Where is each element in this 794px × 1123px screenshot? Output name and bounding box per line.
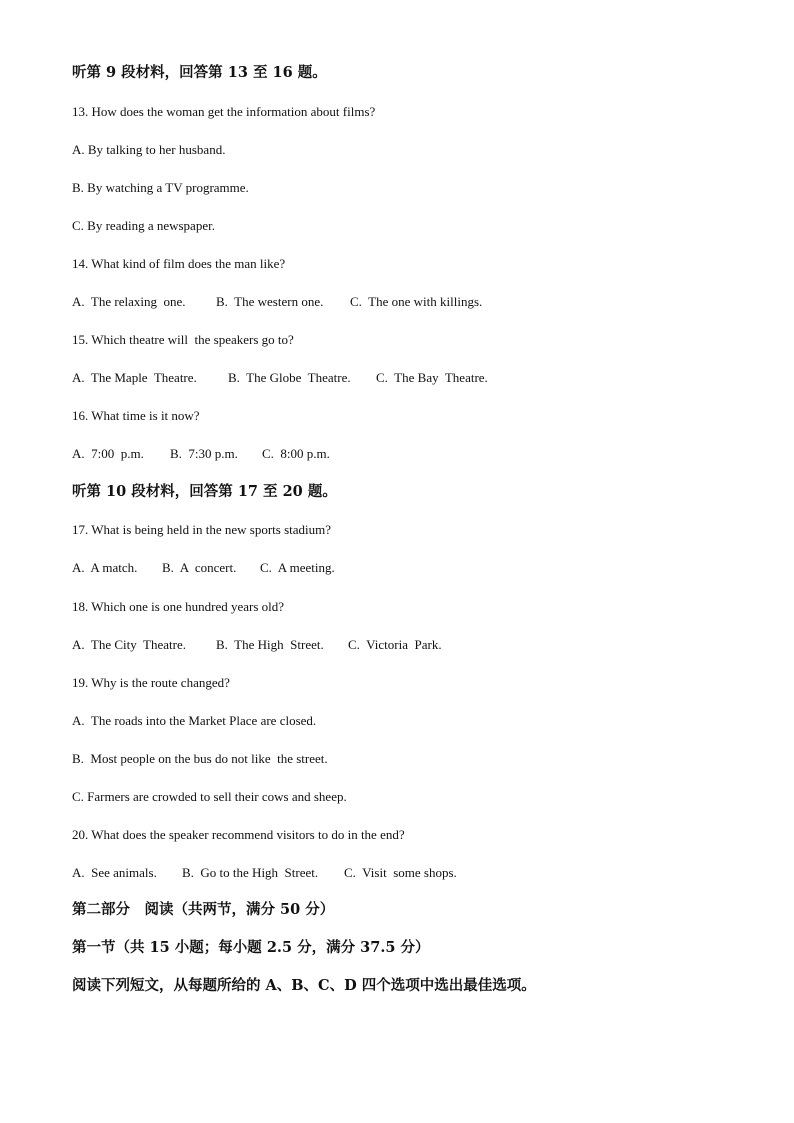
q17-question: 17. What is being held in the new sports stadium? <box>72 522 331 537</box>
q13-option-c: C. By reading a newspaper. <box>72 218 215 233</box>
q19-option-b: B. Most people on the bus do not like the street. <box>72 751 328 766</box>
q15-option-a: A. The Maple Theatre. <box>72 370 197 385</box>
q16-option-b: B. 7:30 p.m. <box>170 446 238 461</box>
q14-option-c: C. The one with killings. <box>350 294 483 309</box>
q15-option-c: C. The Bay Theatre. <box>376 370 488 385</box>
q14-option-a: A. The relaxing one. <box>72 294 186 309</box>
q16-question: 16. What time is it now? <box>72 408 200 423</box>
q20-option-a: A. See animals. <box>72 865 157 880</box>
q19-question: 19. Why is the route changed? <box>72 675 230 690</box>
q17-option-a: A. A match. <box>72 560 138 575</box>
q18-option-c: C. Victoria Park. <box>348 637 442 652</box>
part2-section1-heading: 第一节（共 15 小题；每小题 2.5 分，满分 37.5 分） <box>72 939 430 956</box>
q14-option-b: B. The western one. <box>216 294 324 309</box>
q18-option-a: A. The City Theatre. <box>72 637 186 652</box>
q20-option-c: C. Visit some shops. <box>344 865 457 880</box>
section10-heading: 听第 10 段材料，回答第 17 至 20 题。 <box>72 483 337 500</box>
q13-question: 13. How does the woman get the information about films? <box>72 104 376 119</box>
q15-option-b: B. The Globe Theatre. <box>228 370 351 385</box>
q19-option-a: A. The roads into the Market Place are closed. <box>72 713 317 728</box>
q13-option-b: B. By watching a TV programme. <box>72 180 249 195</box>
q14-question: 14. What kind of film does the man like? <box>72 256 286 271</box>
q13-option-a: A. By talking to her husband. <box>72 142 226 157</box>
q18-option-b: B. The High Street. <box>216 637 324 652</box>
part2-heading: 第二部分 阅读（共两节，满分 50 分） <box>72 901 335 918</box>
q20-option-b: B. Go to the High Street. <box>182 865 319 880</box>
q16-option-c: C. 8:00 p.m. <box>262 446 330 461</box>
q17-option-b: B. A concert. <box>162 560 237 575</box>
q20-question: 20. What does the speaker recommend visitors to do in the end? <box>72 827 405 842</box>
q16-option-a: A. 7:00 p.m. <box>72 446 144 461</box>
q17-option-c: C. A meeting. <box>260 560 335 575</box>
q15-question: 15. Which theatre will the speakers go to? <box>72 332 294 347</box>
part2-instruction: 阅读下列短文，从每题所给的 A、B、C、D 四个选项中选出最佳选项。 <box>72 977 536 994</box>
section9-heading: 听第 9 段材料，回答第 13 至 16 题。 <box>72 64 327 81</box>
q19-option-c: C. Farmers are crowded to sell their cows and sheep. <box>72 789 347 804</box>
q18-question: 18. Which one is one hundred years old? <box>72 599 285 614</box>
